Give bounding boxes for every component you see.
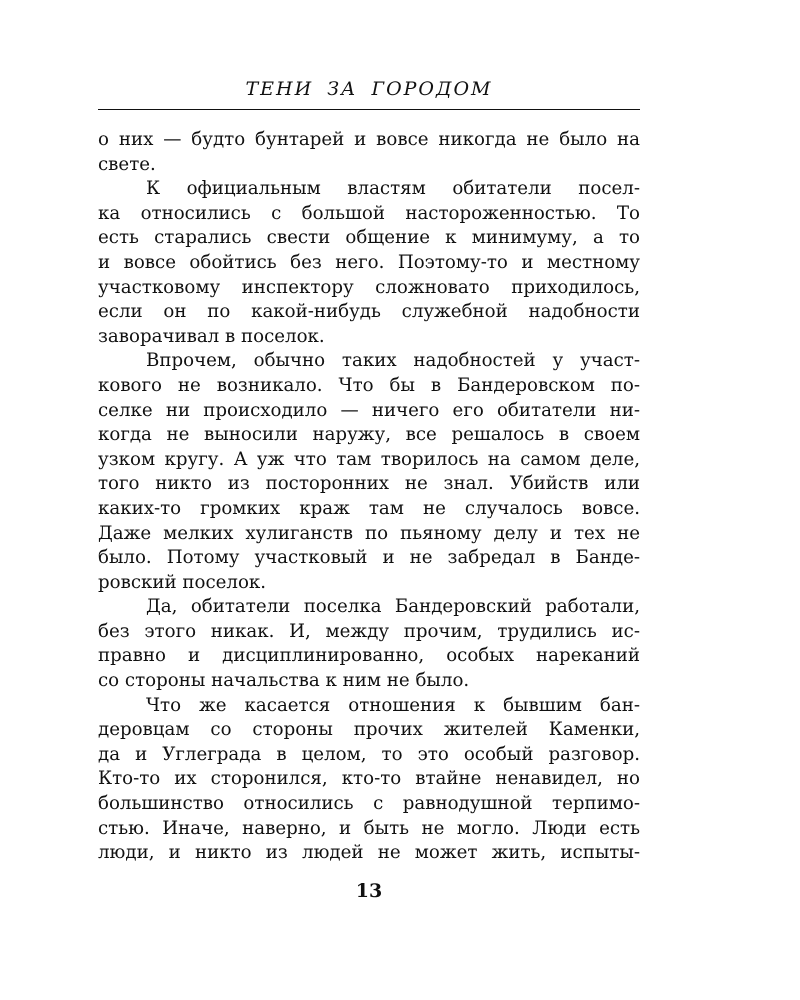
text-line: Даже мелких хулиганств по пьяному делу и тех не xyxy=(98,522,640,544)
text-line: есть старались свести общение к минимуму, а то xyxy=(98,227,640,249)
text-line: о них — будто бунтарей и вовсе никогда не было на xyxy=(98,129,640,150)
running-head-title: ТЕНИ ЗА ГОРОДОМ xyxy=(245,78,493,100)
text-line: люди, и никто из людей не может жить, испыты- xyxy=(98,842,640,864)
text-line: кового не возникало. Что бы в Бандеровском по- xyxy=(98,374,640,396)
text-line: свете. xyxy=(98,153,156,175)
text-line: большинство относились с равнодушной терпимо- xyxy=(98,793,640,815)
text-line: и вовсе обойтись без него. Поэтому-то и местному xyxy=(98,251,640,273)
text-line: Да, обитатели поселка Бандеровский работали, xyxy=(146,596,640,618)
text-line: К официальным властям обитатели посел- xyxy=(146,178,640,200)
text-line: деровцам со стороны прочих жителей Каменки, xyxy=(98,719,640,741)
text-line: того никто из посторонних не знал. Убийств или xyxy=(98,473,640,495)
text-line: заворачивал в поселок. xyxy=(98,325,325,347)
body-text xyxy=(98,128,640,866)
text-line: селке ни происходило — ничего его обитатели ни- xyxy=(98,399,640,421)
text-line: было. Потому участковый и не забредал в Банде- xyxy=(98,547,640,569)
text-line: ка относились с большой настороженностью. То xyxy=(98,202,640,224)
header-rule xyxy=(98,109,640,110)
text-line: если он по какой-нибудь служебной надобности xyxy=(98,301,640,323)
text-line: участковому инспектору сложновато приходилось, xyxy=(98,276,640,298)
text-line: каких-то громких краж там не случалось вовсе. xyxy=(98,497,640,519)
text-line: стью. Иначе, наверно, и быть не могло. Люди есть xyxy=(98,817,640,839)
text-line: когда не выносили наружу, все решалось в своем xyxy=(98,424,640,446)
text-line: Кто-то их сторонился, кто-то втайне ненавидел, но xyxy=(98,768,640,790)
text-line: Впрочем, обычно таких надобностей у участ- xyxy=(146,350,640,372)
text-line: со стороны начальства к ним не было. xyxy=(98,670,470,692)
text-line: узком кругу. А уж что там творилось на самом деле, xyxy=(98,448,640,470)
text-line: правно и дисциплинированно, особых нареканий xyxy=(98,645,640,667)
text-line: да и Углеграда в целом, то это особый разговор. xyxy=(98,743,640,765)
text-line: ровский поселок. xyxy=(98,571,267,593)
text-line: Что же касается отношения к бывшим бан- xyxy=(146,694,640,716)
page-number: 13 xyxy=(355,880,383,902)
text-line: без этого никак. И, между прочим, трудились ис- xyxy=(98,620,640,642)
